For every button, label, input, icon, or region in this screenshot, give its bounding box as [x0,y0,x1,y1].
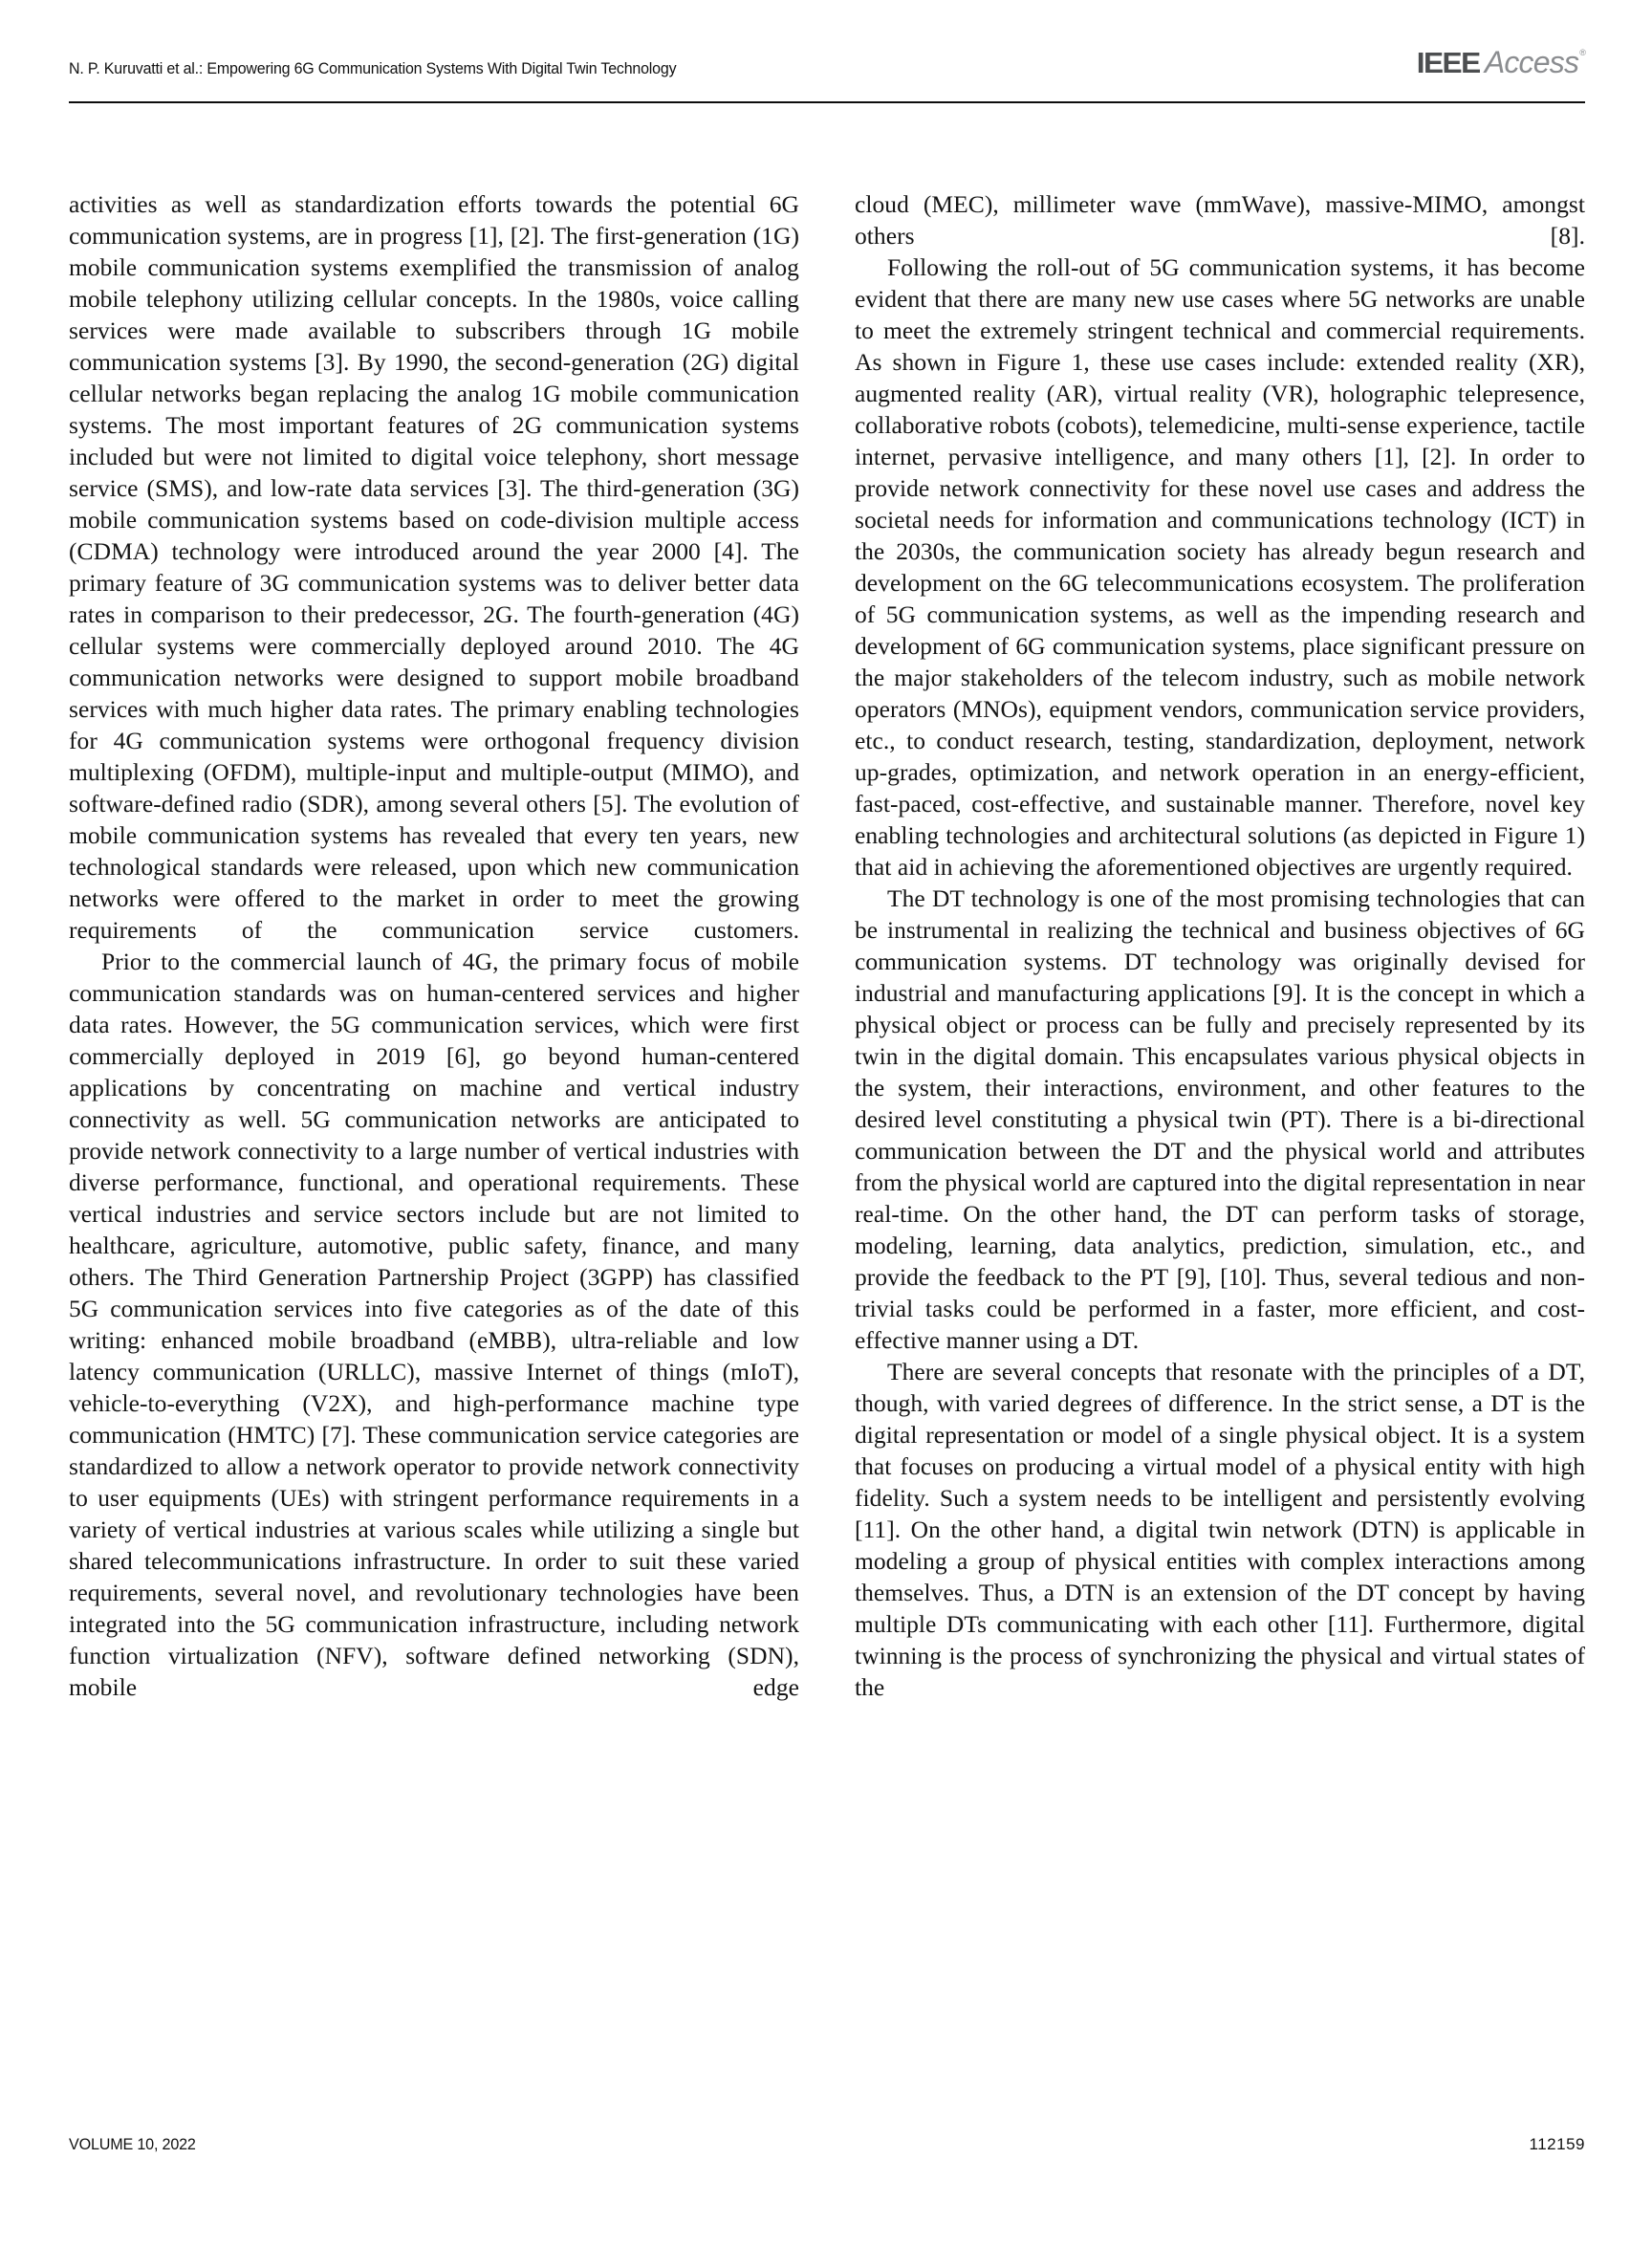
ieee-logo-text: IEEE [1416,46,1480,79]
left-column [69,188,799,2062]
access-logo-word: Access [1484,45,1579,79]
page-number: 112159 [1529,2135,1585,2153]
access-logo-text [1485,45,1585,80]
paragraph: There are several concepts that resonate with the principles of a DT, though, with varied degrees of difference. In the strict sense, a DT is the digital representation or model of a single physical object. It is a system that focuses on producing a virtual model of a physical entity with high fidelity. Such a system needs to be intelligent and persistently evolving [11]. On the other hand, a digital twin network (DTN) is applicable in modeling a group of physical entities with complex interactions among themselves. Thus, a DTN is an extension of the DT concept by having multiple DTs communicating with each other [11]. Furthermore, digital twinning is the process of synchronizing the physical and virtual states of the [855,1358,1585,1701]
right-column [855,188,1585,2062]
paragraph: activities as well as standardization efforts towards the potential 6G communication systems, are in progress [1], [2]. The first-generation (1G) mobile communication systems exemplified the transmission of analog mobile telephony utilizing cellular concepts. In the 1980s, voice calling services were made available to subscribers through 1G mobile communication systems [3]. By 1990, the second-generation (2G) digital cellular networks began replacing the analog 1G mobile communication systems. The most important features of 2G communication systems included but were not limited to digital voice telephony, short message service (SMS), and low-rate data services [3]. The third-generation (3G) mobile communication systems based on code-division multiple access (CDMA) technology were introduced around the year 2000 [4]. The primary feature of 3G communication systems was to deliver better data rates in comparison to their predecessor, 2G. The fourth-generation (4G) cellular systems were commercially deployed around 2010. The 4G communication networks were designed to support mobile broadband services with much higher data rates. The primary enabling technologies for 4G communication systems were orthogonal frequency division multiplexing (OFDM), multiple-input and multiple-output (MIMO), and software-defined radio (SDR), among several others [5]. The evolution of mobile communication systems has revealed that every ten years, new technological standards were released, upon which new communication networks were offered to the market in order to meet the growing requirements of the communication service customers. [69,190,799,944]
page-header [69,34,1585,80]
page-footer [69,2135,1585,2154]
header-divider [69,101,1585,103]
ieee-access-logo [1418,45,1585,80]
running-title: N. P. Kuruvatti et al.: Empowering 6G Communication Systems With Digital Twin Technology [69,59,677,77]
article-body [69,188,1585,2062]
paragraph: The DT technology is one of the most promising technologies that can be instrumental in realizing the technical and business objectives of 6G communication systems. DT technology was originally devised for industrial and manufacturing applications [9]. It is the concept in which a physical object or process can be fully and precisely represented by its twin in the digital domain. This encapsulates various physical objects in the system, their interactions, environment, and other features to the desired level constituting a physical twin (PT). There is a bi-directional communication between the DT and the physical world and attributes from the physical world are captured into the digital representation in near real-time. On the other hand, the DT can perform tasks of storage, modeling, learning, data analytics, prediction, simulation, etc., and provide the feedback to the PT [9], [10]. Thus, several tedious and non-trivial tasks could be performed in a faster, more efficient, and cost-effective manner using a DT. [855,884,1585,1354]
registered-mark: ® [1579,48,1585,57]
paragraph: Prior to the commercial launch of 4G, the primary focus of mobile communication standards was on human-centered services and higher data rates. However, the 5G communication services, which were first commercially deployed in 2019 [6], go beyond human-centered applications by concentrating on machine and vertical industry connectivity as well. 5G communication networks are anticipated to provide network connectivity to a large number of vertical industries with diverse performance, functional, and operational requirements. These vertical industries and service sectors include but are not limited to healthcare, agriculture, automotive, public safety, finance, and many others. The Third Generation Partnership Project (3GPP) has classified 5G communication services into five categories as of the date of this writing: enhanced mobile broadband (eMBB), ultra-reliable and low latency communication (URLLC), massive Internet of things (mIoT), vehicle-to-everything (V2X), and high-performance machine type communication (HMTC) [7]. These communication service categories are standardized to allow a network operator to provide network connectivity to user equipments (UEs) with stringent performance requirements in a variety of vertical industries at various scales while utilizing a single but shared telecommunications infrastructure. In order to suit these varied requirements, several novel, and revolutionary technologies have been integrated into the 5G communication infrastructure, including network function virtualization (NFV), software defined networking (SDN), mobile edge [69,948,799,1701]
paragraph: Following the roll-out of 5G communication systems, it has become evident that there are many new use cases where 5G networks are unable to meet the extremely stringent technical and commercial requirements. As shown in Figure 1, these use cases include: extended reality (XR), augmented reality (AR), virtual reality (VR), holographic telepresence, collaborative robots (cobots), telemedicine, multi-sense experience, tactile internet, pervasive intelligence, and many others [1], [2]. In order to provide network connectivity for these novel use cases and address the societal needs for information and communications technology (ICT) in the 2030s, the communication society has already begun research and development on the 6G telecommunications ecosystem. The proliferation of 5G communication systems, as well as the impending research and development of 6G communication systems, place significant pressure on the major stakeholders of the telecom industry, such as mobile network operators (MNOs), equipment vendors, communication service providers, etc., to conduct research, testing, standardization, deployment, network up-grades, optimization, and network operation in an energy-efficient, fast-paced, cost-effective, and sustainable manner. Therefore, novel key enabling technologies and architectural solutions (as depicted in Figure 1) that aid in achieving the aforementioned objectives are urgently required. [855,253,1585,881]
volume-label: VOLUME 10, 2022 [69,2135,196,2153]
paragraph: cloud (MEC), millimeter wave (mmWave), massive-MIMO, amongst others [8]. [855,190,1585,250]
